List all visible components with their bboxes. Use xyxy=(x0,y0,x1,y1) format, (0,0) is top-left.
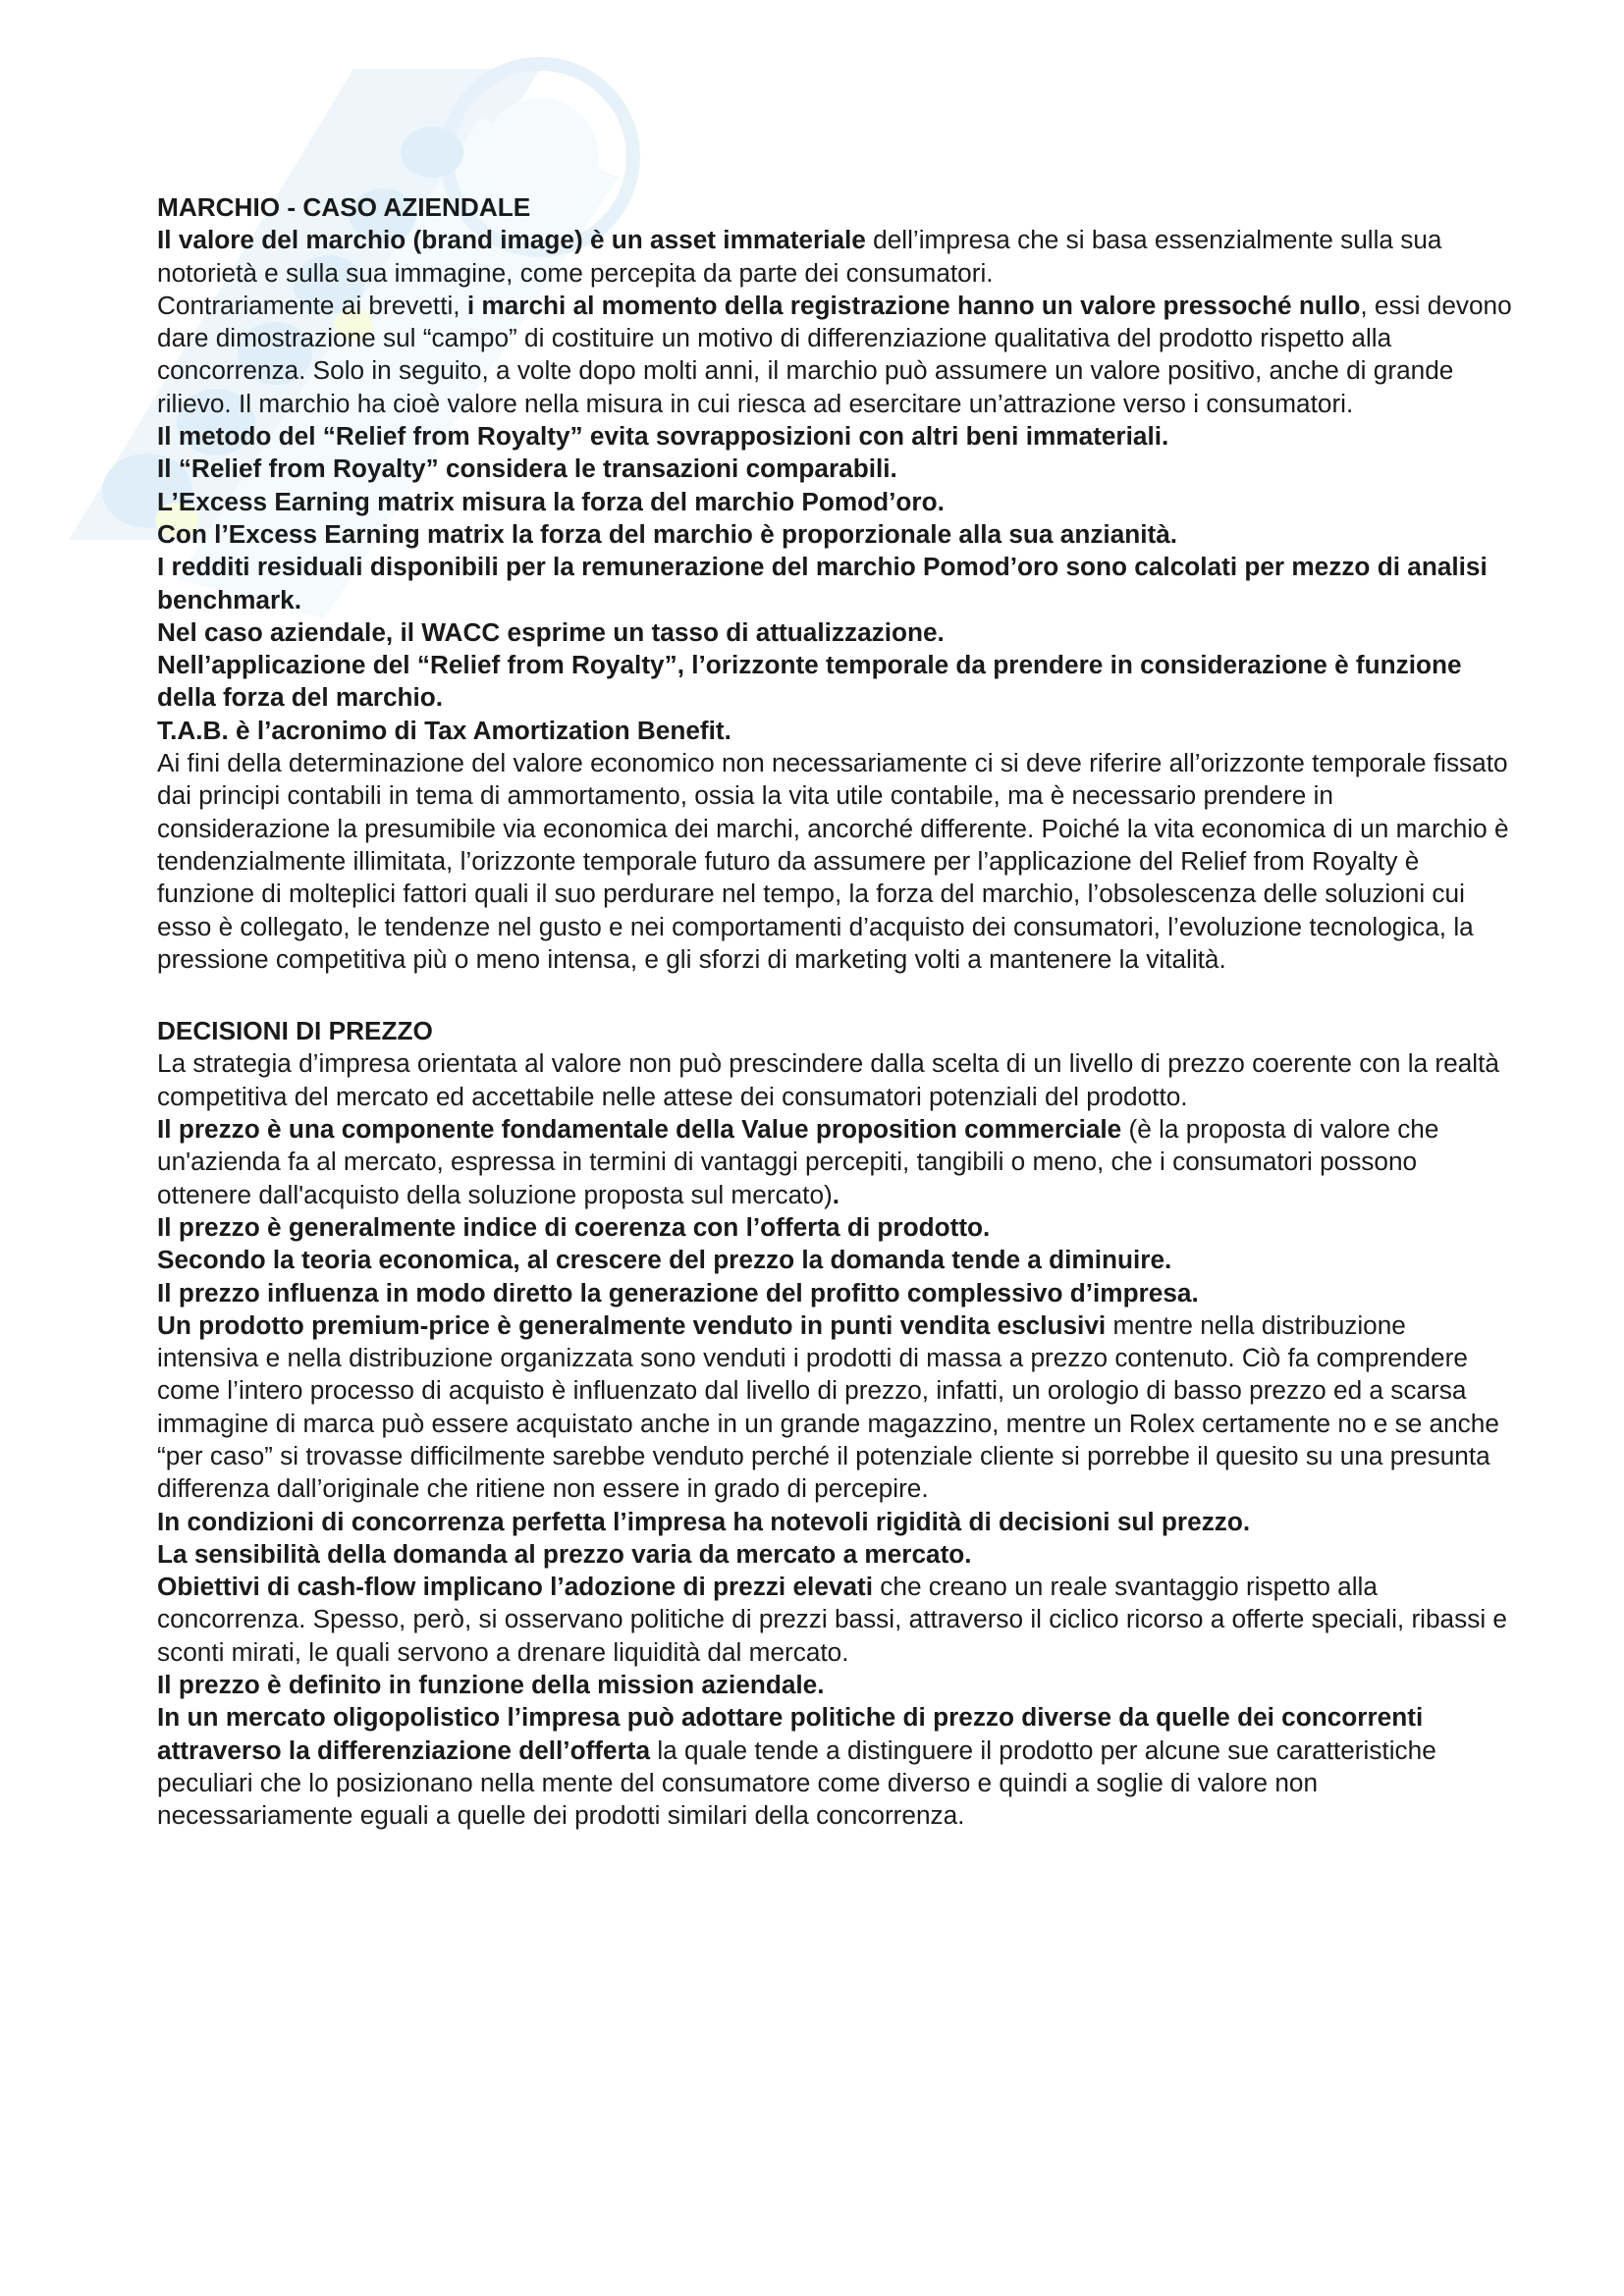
bold-text-run: Obiettivi di cash-flow implicano l’adozione di prezzi elevati xyxy=(157,1572,874,1602)
bold-text-run: T.A.B. è l’acronimo di Tax Amortization Benefit. xyxy=(157,715,731,745)
text-run: la quale tende a distinguere il prodotto per alcune sue caratteristiche peculiari che lo posizionano nella mente del consumatore come diverso e quindi a soglie di valore non necessariamente eguali a quelle dei prodotti similari della concorrenza. xyxy=(157,1735,1436,1831)
text-run: (è la proposta di valore che un'azienda fa al mercato, espressa in termini di vantaggi percepiti, tangibili o meno, che i consumatori possono ottenere dall'acquisto della soluzione proposta sul mercato) xyxy=(157,1114,1439,1209)
paragraph xyxy=(157,224,1512,290)
text-run: dell’impresa che si basa essenzialmente sulla sua notorietà e sulla sua immagine, come percepita da parte dei consumatori. xyxy=(157,225,1442,288)
paragraph xyxy=(157,1211,1512,1244)
bold-text-run: Il prezzo è una componente fondamentale della Value proposition commerciale xyxy=(157,1114,1122,1145)
section-gap xyxy=(157,976,1512,1015)
paragraph xyxy=(157,486,1512,518)
text-run: Ai fini della determinazione del valore economico non necessariamente ci si deve riferire all’orizzonte temporale fissato dai principi contabili in tema di ammortamento, ossia la vita utile contabile, ma è necessario prendere in considerazione la presumibile via economica dei marchi, ancorché differente. Poiché la vita economica di un marchio è tendenzialmente illimitata, l’orizzonte temporale futuro da assumere per l’applicazione del Relief from Royalty è funzione di molteplici fattori quali il suo perdurare nel tempo, la forza del marchio, l’obsolescenza delle soluzioni cui esso è collegato, le tendenze nel gusto e nei comportamenti d’acquisto dei consumatori, l’evoluzione tecnologica, la pressione competitiva più o meno intensa, e gli sforzi di marketing volti a mantenere la vitalità. xyxy=(157,748,1509,974)
paragraph xyxy=(157,649,1512,715)
paragraph xyxy=(157,1701,1512,1832)
paragraph xyxy=(157,1538,1512,1571)
bold-text-run: In un mercato oligopolistico l’impresa può adottare politiche di prezzo diverse da quelle dei concorrenti attraverso la differenziazione dell’offerta xyxy=(157,1702,1424,1765)
bold-text-run: Nell’applicazione del “Relief from Royalty”, l’orizzonte temporale da prendere in considerazione è funzione della forza del marchio. xyxy=(157,650,1462,713)
bold-text-run: Il “Relief from Royalty” considera le transazioni comparabili. xyxy=(157,454,897,484)
paragraph xyxy=(157,747,1512,976)
bold-text-run: Un prodotto premium-price è generalmente venduto in punti vendita esclusivi xyxy=(157,1309,1107,1340)
bold-text-run: Nel caso aziendale, il WACC esprime un tasso di attualizzazione. xyxy=(157,616,945,647)
paragraph xyxy=(157,290,1512,420)
paragraph xyxy=(157,1309,1512,1506)
text-run: che creano un reale svantaggio rispetto alla concorrenza. Spesso, però, si osservano politiche di prezzi bassi, attraverso il ciclico ricorso a offerte speciali, ribassi e sconti mirati, le quali servono a drenare liquidità dal mercato. xyxy=(157,1572,1507,1667)
paragraph xyxy=(157,420,1512,453)
bold-text-run: I redditi residuali disponibili per la remunerazione del marchio Pomod’oro sono calcolati per mezzo di analisi benchmark. xyxy=(157,552,1488,614)
paragraph xyxy=(157,1047,1512,1113)
paragraph xyxy=(157,616,1512,649)
paragraph xyxy=(157,1506,1512,1538)
bold-text-run: Il prezzo influenza in modo diretto la generazione del profitto complessivo d’impresa. xyxy=(157,1277,1199,1308)
text-run: mentre nella distribuzione intensiva e nella distribuzione organizzata sono venduti i prodotti di massa a prezzo contenuto. Ciò fa comprendere come l’intero processo di acquisto è influenzato dal livello di prezzo, infatti, un orologio di basso prezzo ed a scarsa immagine di marca può essere acquistato anche in un grande magazzino, mentre un Rolex certamente no e se anche “per caso” si trovasse difficilmente sarebbe venduto perché il potenziale cliente si porrebbe il quesito su una presunta differenza dall’originale che ritiene non essere in grado di percepire. xyxy=(157,1309,1499,1504)
text-run: Contrariamente ai brevetti, xyxy=(157,290,467,320)
section-title: MARCHIO - CASO AZIENDALE xyxy=(157,192,531,222)
paragraph xyxy=(157,1244,1512,1276)
bold-text-run: Il prezzo è definito in funzione della mission aziendale. xyxy=(157,1670,825,1700)
paragraph xyxy=(157,551,1512,616)
bold-text-run: . xyxy=(832,1179,840,1209)
paragraph xyxy=(157,715,1512,747)
bold-text-run: i marchi al momento della registrazione hanno un valore pressoché nullo xyxy=(466,290,1361,320)
section-title: DECISIONI DI PREZZO xyxy=(157,1016,433,1046)
document-body xyxy=(157,191,1512,1833)
bold-text-run: L’Excess Earning matrix misura la forza del marchio Pomod’oro. xyxy=(157,486,945,516)
bold-text-run: Il prezzo è generalmente indice di coerenza con l’offerta di prodotto. xyxy=(157,1211,991,1242)
bold-text-run: Secondo la teoria economica, al crescere del prezzo la domanda tende a diminuire. xyxy=(157,1245,1172,1275)
bold-text-run: La sensibilità della domanda al prezzo varia da mercato a mercato. xyxy=(157,1538,972,1569)
paragraph xyxy=(157,453,1512,485)
bold-text-run: Con l’Excess Earning matrix la forza del marchio è proporzionale alla sua anzianità. xyxy=(157,518,1178,549)
bold-text-run: In condizioni di concorrenza perfetta l’impresa ha notevoli rigidità di decisioni sul prezzo. xyxy=(157,1506,1251,1536)
paragraph xyxy=(157,1669,1512,1701)
paragraph xyxy=(157,1113,1512,1211)
bold-text-run: Il valore del marchio (brand image) è un asset immateriale xyxy=(157,225,866,255)
bold-text-run: Il metodo del “Relief from Royalty” evita sovrapposizioni con altri beni immateriali. xyxy=(157,421,1169,452)
paragraph xyxy=(157,1277,1512,1309)
text-run: , essi devono dare dimostrazione sul “campo” di costituire un motivo di differenziazione qualitativa del prodotto rispetto alla concorrenza. Solo in seguito, a volte dopo molti anni, il marchio può assumere un valore positivo, anche di grande rilievo. Il marchio ha cioè valore nella misura in cui riesca ad esercitare un’attrazione verso i consumatori. xyxy=(157,290,1512,418)
text-run: La strategia d’impresa orientata al valore non può prescindere dalla scelta di un livello di prezzo coerente con la realtà competitiva del mercato ed accettabile nelle attese dei consumatori potenziali del prodotto. xyxy=(157,1048,1499,1111)
paragraph xyxy=(157,518,1512,551)
paragraph xyxy=(157,1571,1512,1669)
